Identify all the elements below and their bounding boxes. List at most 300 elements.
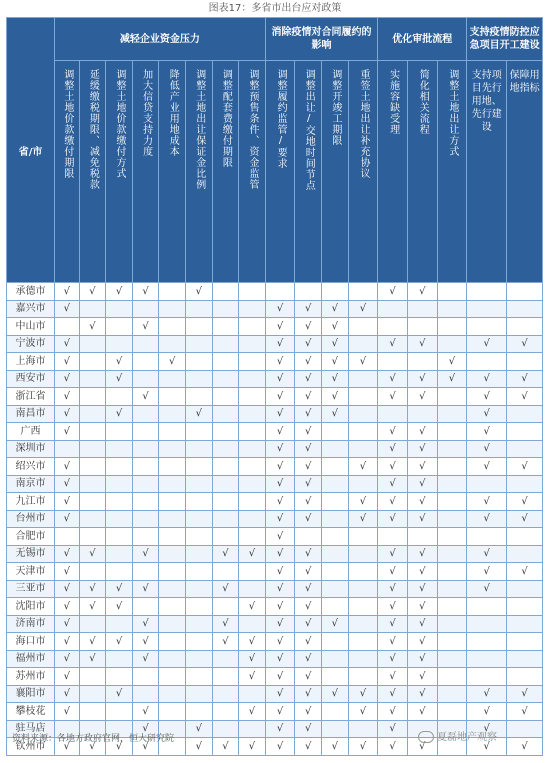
column-header-label: 实施容缺受理 [387,69,399,135]
policy-cell [348,633,378,651]
policy-cell [378,458,408,476]
policy-cell [378,633,408,651]
policy-cell [79,545,106,563]
policy-cell [132,528,159,546]
policy-cell [407,615,437,633]
policy-cell [212,405,239,423]
check-mark: √ [483,740,490,752]
policy-cell [239,353,266,371]
policy-cell [507,528,543,546]
policy-cell [55,370,80,388]
policy-cell [239,440,266,458]
wechat-icon [418,731,434,743]
check-mark: √ [359,355,367,367]
check-mark: √ [389,653,396,665]
policy-cell [437,650,467,668]
check-mark: √ [63,355,71,367]
check-mark: √ [222,618,229,630]
policy-cell [106,353,133,371]
policy-cell [295,598,322,616]
policy-cell [212,668,239,686]
policy-cell [437,335,467,353]
policy-cell [239,563,266,581]
policy-cell [79,650,106,668]
check-mark: √ [305,583,312,595]
table-row [7,545,543,563]
policy-cell [79,528,106,546]
policy-cell [348,668,378,686]
policy-cell [265,300,295,318]
policy-cell [348,318,378,336]
policy-cell [239,300,266,318]
policy-cell [265,703,295,721]
column-header [106,61,133,283]
table-row [7,370,543,388]
city-cell: 上海市 [7,353,55,371]
policy-cell [467,405,507,423]
city-cell: 浙江省 [7,388,55,406]
check-mark: √ [389,338,396,350]
policy-cell [507,633,543,651]
policy-cell [437,370,467,388]
policy-cell [348,423,378,441]
check-mark: √ [142,635,149,647]
policy-cell [79,423,106,441]
check-mark: √ [276,600,284,612]
check-mark: √ [248,670,256,682]
policy-cell [132,353,159,371]
policy-cell [159,440,186,458]
column-header [378,61,408,283]
check-mark: √ [389,460,396,472]
policy-cell [132,633,159,651]
policy-cell [467,580,507,598]
check-mark: √ [305,513,312,525]
check-mark: √ [276,355,284,367]
column-header-label: 延缓缴税期限、减免税款 [87,69,99,190]
check-mark: √ [169,355,176,367]
policy-cell [348,370,378,388]
policy-table [6,17,543,756]
policy-cell [507,423,543,441]
policy-cell [132,510,159,528]
check-mark: √ [483,425,490,437]
policy-cell [185,580,212,598]
check-mark: √ [276,635,284,647]
policy-cell [55,300,80,318]
check-mark: √ [483,460,490,472]
policy-cell [437,563,467,581]
check-mark: √ [276,443,284,455]
policy-cell [378,528,408,546]
policy-cell [348,563,378,581]
column-header [132,61,159,283]
check-mark: √ [305,355,312,367]
policy-cell [132,318,159,336]
table-row [7,563,543,581]
policy-cell [212,703,239,721]
check-mark: √ [419,565,426,577]
page-title: 图表17：多省市出台应对政策 [208,3,342,14]
check-mark: √ [276,705,284,717]
check-mark: √ [483,390,490,402]
policy-cell [159,528,186,546]
check-mark: √ [305,688,312,700]
check-mark: √ [89,635,96,647]
policy-cell [239,685,266,703]
policy-cell [212,475,239,493]
policy-cell [106,370,133,388]
policy-cell [265,598,295,616]
policy-cell [322,633,349,651]
policy-cell [106,388,133,406]
policy-cell [378,563,408,581]
policy-cell [159,370,186,388]
city-cell: 台州市 [7,510,55,528]
check-mark: √ [483,565,490,577]
policy-cell [265,580,295,598]
check-mark: √ [276,460,284,472]
policy-cell [212,335,239,353]
policy-cell [437,318,467,336]
policy-cell [378,720,408,738]
check-mark: √ [389,285,396,297]
check-mark: √ [305,600,312,612]
policy-cell [132,545,159,563]
policy-cell [132,440,159,458]
check-mark: √ [89,600,96,612]
check-mark: √ [63,600,71,612]
policy-cell [212,738,239,756]
policy-cell [185,563,212,581]
policy-cell [348,475,378,493]
check-mark: √ [276,408,284,420]
check-mark: √ [276,583,284,595]
policy-cell [185,318,212,336]
check-mark: √ [115,635,123,647]
policy-cell [295,685,322,703]
city-cell: 襄阳市 [7,685,55,703]
policy-cell [212,685,239,703]
column-header [212,61,239,283]
check-mark: √ [389,443,396,455]
policy-cell [467,493,507,511]
policy-cell [55,423,80,441]
check-mark: √ [142,723,149,735]
check-mark: √ [359,303,367,315]
city-cell: 天津市 [7,563,55,581]
policy-cell [378,703,408,721]
group-header-approval: 优化审批流程 [378,18,467,61]
policy-cell [322,475,349,493]
policy-cell [55,440,80,458]
policy-cell [295,668,322,686]
policy-cell [467,370,507,388]
policy-cell [407,370,437,388]
policy-cell [265,720,295,738]
policy-cell [212,580,239,598]
policy-cell [55,633,80,651]
policy-cell [378,615,408,633]
policy-cell [212,283,239,301]
policy-cell [79,300,106,318]
policy-cell [55,545,80,563]
policy-cell [185,388,212,406]
check-mark: √ [305,548,312,560]
policy-cell [295,563,322,581]
check-mark: √ [89,285,96,297]
check-mark: √ [419,548,426,560]
policy-cell [265,405,295,423]
table-row [7,475,543,493]
check-mark: √ [483,443,490,455]
check-mark: √ [419,390,426,402]
policy-cell [212,563,239,581]
policy-cell [295,300,322,318]
policy-cell [467,283,507,301]
policy-cell [437,300,467,318]
policy-cell [239,703,266,721]
policy-cell [348,580,378,598]
check-mark: √ [389,495,396,507]
policy-cell [407,458,437,476]
policy-cell [322,423,349,441]
policy-cell [407,475,437,493]
check-mark: √ [89,548,96,560]
policy-cell [295,475,322,493]
policy-cell [378,475,408,493]
policy-cell [322,528,349,546]
policy-cell [239,545,266,563]
city-cell: 无锡市 [7,545,55,563]
check-mark: √ [142,390,149,402]
policy-cell [467,318,507,336]
policy-cell [159,650,186,668]
check-mark: √ [521,373,528,385]
policy-cell [295,335,322,353]
column-header [159,61,186,283]
check-mark: √ [222,548,229,560]
policy-cell [106,300,133,318]
policy-cell [295,528,322,546]
policy-cell [437,528,467,546]
check-mark: √ [419,425,426,437]
check-mark: √ [305,740,312,752]
city-cell: 南昌市 [7,405,55,423]
policy-cell [348,283,378,301]
policy-cell [159,458,186,476]
table-row [7,353,543,371]
policy-cell [295,283,322,301]
table-row [7,685,543,703]
check-mark: √ [276,530,284,542]
check-mark: √ [248,740,256,752]
column-header-label: 调整土地出让方式 [446,69,458,157]
column-header [407,61,437,283]
check-mark: √ [419,688,426,700]
policy-cell [132,563,159,581]
check-mark: √ [419,443,426,455]
city-cell: 西安市 [7,370,55,388]
policy-cell [55,598,80,616]
policy-cell [185,353,212,371]
column-header [239,61,266,283]
policy-cell [55,580,80,598]
policy-cell [239,283,266,301]
policy-cell [159,405,186,423]
policy-cell [159,703,186,721]
policy-cell [295,510,322,528]
check-mark: √ [419,618,426,630]
check-mark: √ [331,373,338,385]
policy-cell [322,458,349,476]
check-mark: √ [521,390,528,402]
table-row [7,458,543,476]
check-mark: √ [63,565,71,577]
policy-cell [185,650,212,668]
policy-cell [106,703,133,721]
check-mark: √ [115,373,123,385]
check-mark: √ [63,583,71,595]
policy-cell [295,703,322,721]
policy-cell [437,598,467,616]
column-header [507,61,543,283]
check-mark: √ [389,565,396,577]
policy-cell [212,598,239,616]
check-mark: √ [305,705,312,717]
policy-cell [348,493,378,511]
policy-cell [467,528,507,546]
policy-cell [212,370,239,388]
policy-cell [132,685,159,703]
policy-cell [185,440,212,458]
check-mark: √ [305,723,312,735]
policy-cell [159,563,186,581]
policy-cell [132,580,159,598]
policy-cell [437,353,467,371]
policy-cell [185,405,212,423]
policy-cell [295,720,322,738]
check-mark: √ [63,653,71,665]
check-mark: √ [142,548,149,560]
check-mark: √ [115,600,123,612]
table-row [7,580,543,598]
check-mark: √ [63,548,71,560]
policy-cell [106,528,133,546]
table-row [7,493,543,511]
policy-cell [265,493,295,511]
policy-cell [378,738,408,756]
check-mark: √ [419,705,426,717]
column-header [185,61,212,283]
policy-cell [407,353,437,371]
policy-cell [348,615,378,633]
policy-cell [378,685,408,703]
group-header-row [7,18,543,61]
policy-cell [185,668,212,686]
policy-cell [437,423,467,441]
table-row [7,283,543,301]
policy-cell [295,493,322,511]
policy-cell [322,318,349,336]
policy-cell [407,318,437,336]
city-cell: 海口市 [7,633,55,651]
policy-cell [265,353,295,371]
policy-cell [378,353,408,371]
policy-cell [55,703,80,721]
policy-cell [437,668,467,686]
policy-cell [106,685,133,703]
policy-cell [159,615,186,633]
policy-cell [295,388,322,406]
policy-cell [159,388,186,406]
policy-cell [265,650,295,668]
check-mark: √ [305,635,312,647]
check-mark: √ [248,705,256,717]
policy-cell [185,720,212,738]
policy-cell [79,510,106,528]
policy-cell [106,545,133,563]
check-mark: √ [419,460,426,472]
column-header-label: 调整出让/交地时间节点 [303,69,315,191]
policy-cell [185,598,212,616]
policy-cell [467,458,507,476]
policy-cell [265,475,295,493]
policy-cell [106,650,133,668]
check-mark: √ [63,303,71,315]
policy-cell [295,580,322,598]
column-header [348,61,378,283]
check-mark: √ [419,670,426,682]
policy-cell [322,720,349,738]
check-mark: √ [331,320,338,332]
check-mark: √ [389,513,396,525]
policy-cell [106,440,133,458]
check-mark: √ [521,460,528,472]
policy-cell [407,493,437,511]
policy-cell [239,580,266,598]
policy-cell [265,615,295,633]
column-header [437,61,467,283]
policy-cell [159,580,186,598]
check-mark: √ [89,653,96,665]
city-cell: 合肥市 [7,528,55,546]
policy-cell [185,423,212,441]
policy-cell [159,475,186,493]
policy-cell [159,633,186,651]
policy-cell [295,458,322,476]
check-mark: √ [222,635,229,647]
policy-cell [265,685,295,703]
check-mark: √ [419,653,426,665]
policy-cell [265,528,295,546]
column-header-label: 调整开竣工期限 [329,69,341,146]
policy-cell [322,493,349,511]
check-mark: √ [331,303,338,315]
check-mark: √ [521,688,528,700]
policy-cell [348,738,378,756]
policy-cell [437,440,467,458]
policy-cell [507,580,543,598]
city-cell: 嘉兴市 [7,300,55,318]
policy-cell [507,650,543,668]
policy-cell [132,388,159,406]
check-mark: √ [483,495,490,507]
city-cell: 承德市 [7,283,55,301]
policy-cell [378,300,408,318]
policy-cell [132,493,159,511]
check-mark: √ [63,478,71,490]
